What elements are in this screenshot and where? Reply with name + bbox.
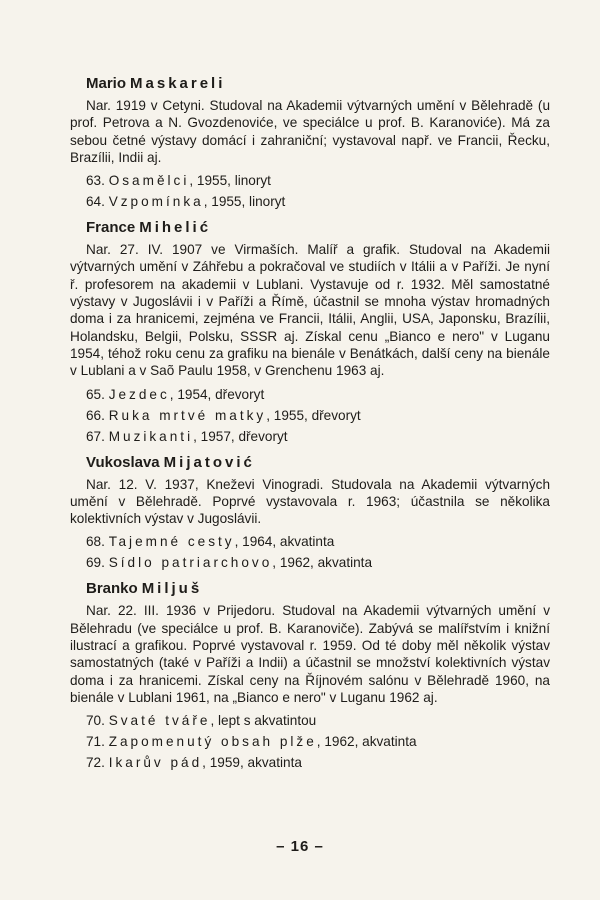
work-title: Zapomenutý obsah plže xyxy=(108,734,317,750)
artist-list xyxy=(70,74,550,773)
artist-name xyxy=(86,579,550,599)
work-item xyxy=(86,752,550,773)
work-details: , 1964, akvatinta xyxy=(234,534,335,550)
work-title: Vzpomínka xyxy=(108,194,204,210)
work-details: , 1959, akvatinta xyxy=(202,755,302,771)
work-item xyxy=(86,384,550,405)
work-item xyxy=(86,426,550,447)
work-item xyxy=(86,552,550,573)
work-number: 68. xyxy=(86,534,105,550)
artist-first-name: Mario xyxy=(86,75,127,92)
work-item xyxy=(86,405,550,426)
work-list xyxy=(70,170,550,212)
work-list xyxy=(70,710,550,773)
artist-surname: Mijatović xyxy=(163,453,255,471)
work-list xyxy=(70,531,550,573)
work-title: Svaté tváře xyxy=(108,713,211,729)
work-details: , 1962, akvatinta xyxy=(316,734,417,750)
artist-first-name: France xyxy=(86,219,136,237)
artist-entry xyxy=(70,579,550,773)
artist-first-name: Branko xyxy=(86,580,138,598)
artist-entry xyxy=(70,453,550,574)
artist-name xyxy=(86,453,550,473)
artist-surname: Miljuš xyxy=(141,580,203,598)
artist-bio: Nar. 27. IV. 1907 ve Virmaších. Malíř a grafik. Studoval na Akademii výtvarných umění v Záhřebu a pokračoval ve studiích v Itálii a v Paříži. Je nyní ř. profesorem na akademii v Lublani. Vystavuje od r. 1932. Měl samostatné výstavy v Jugoslávii i v Paříži a Římě, účastnil se mnoha výstav hromadných doma i za hranicemi, zejména ve Francii, Itálii, Anglii, USA, Japonsku, Brazílii, Holandsku, Belgii, Polsku, SSSR aj. Získal cenu „Bianco e nero" v Luganu 1954, téhož roku cenu za grafiku na bienále v Benátkách, další ceny na bienále v Lublani a v Saõ Paulu 1958, v Grenchenu 1963 aj. xyxy=(70,242,550,379)
work-item xyxy=(86,731,550,752)
work-number: 69. xyxy=(86,555,105,571)
work-number: 66. xyxy=(86,407,105,423)
work-title: Osamělci xyxy=(108,173,190,189)
artist-entry xyxy=(70,74,550,212)
work-details: , lept s akvatintou xyxy=(210,713,317,729)
work-list xyxy=(70,384,550,447)
work-title: Sídlo patriarchovo xyxy=(108,555,273,571)
artist-surname: Mihelić xyxy=(139,219,212,237)
artist-name xyxy=(86,218,550,238)
artist-bio: Nar. 12. V. 1937, Kneževi Vinogradi. Studovala na Akademii výtvarných umění v Bělehradě. Poprvé vystavovala r. 1963; účastnila se několika kolektivních výstav v Jugoslávii. xyxy=(70,476,550,527)
artist-entry xyxy=(70,218,550,446)
work-item xyxy=(86,170,550,191)
work-number: 70. xyxy=(86,713,105,729)
work-number: 65. xyxy=(86,386,105,402)
artist-surname: Maskareli xyxy=(130,75,226,92)
work-number: 67. xyxy=(86,428,105,444)
work-item xyxy=(86,531,550,552)
work-number: 63. xyxy=(86,173,105,189)
work-title: Muzikanti xyxy=(108,428,194,444)
work-details: , 1954, dřevoryt xyxy=(169,386,265,402)
work-title: Tajemné cesty xyxy=(108,534,235,550)
work-details: , 1955, linoryt xyxy=(203,194,286,210)
work-title: Ruka mrtvé matky xyxy=(108,407,267,423)
work-number: 71. xyxy=(86,734,105,750)
work-details: , 1955, dřevoryt xyxy=(266,407,361,423)
work-title: Jezdec xyxy=(108,386,170,402)
work-title: Ikarův pád xyxy=(108,755,203,771)
work-details: , 1962, akvatinta xyxy=(272,555,373,571)
artist-bio: Nar. 1919 v Cetyni. Studoval na Akademii výtvarných umění v Bělehradě (u prof. Petrova a N. Gvozdenoviće, ve speciálce u prof. B. Karanoviće). Má za sebou četné výstavy domácí i zahraniční; vystavoval např. ve Francii, Řecku, Brazílii, Indii aj. xyxy=(70,98,550,165)
work-item xyxy=(86,710,550,731)
work-details: , 1957, dřevoryt xyxy=(193,428,288,444)
artist-name xyxy=(86,74,550,94)
work-number: 72. xyxy=(86,755,105,771)
page-number: – 16 – xyxy=(276,838,324,855)
work-item xyxy=(86,191,550,212)
artist-bio: Nar. 22. III. 1936 v Prijedoru. Studoval na Akademii výtvarných umění v Bělehradu (ve speciálce u prof. B. Karanoviče). Zabývá se malířstvím i knižní ilustrací a grafikou. Poprvé vystavoval r. 1959. Od té doby měl několik výstav samostatných (také v Paříži a Indii) a účastnil se množství kolektivních výstav doma i za hranicemi. Získal ceny na Říjnovém salónu v Bělehradě 1960, na bienále v Lublani 1961, na „Bianco e nero" v Luganu 1962 aj. xyxy=(70,603,550,705)
work-details: , 1955, linoryt xyxy=(189,173,271,189)
work-number: 64. xyxy=(86,194,105,210)
artist-first-name: Vukoslava xyxy=(86,453,160,471)
